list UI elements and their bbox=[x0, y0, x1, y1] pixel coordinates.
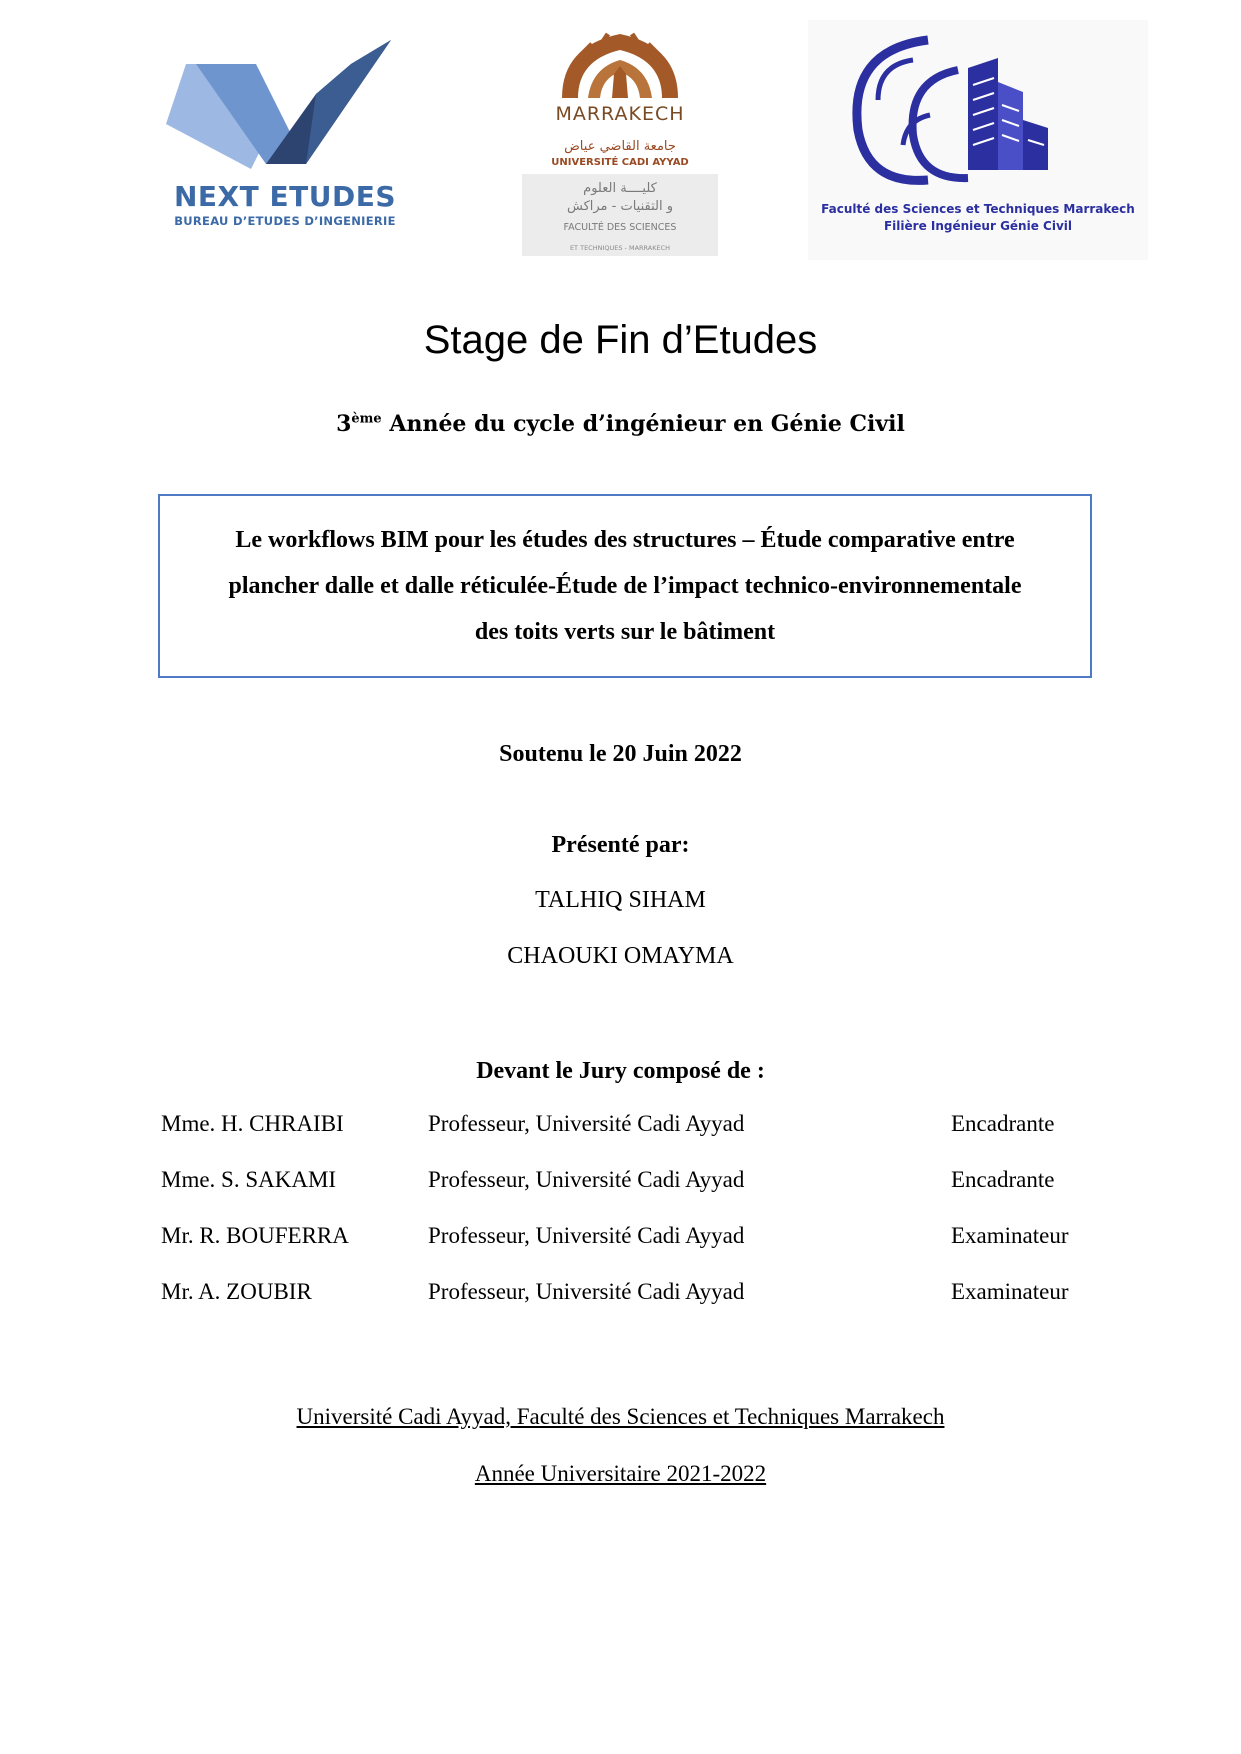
fst-faculty-name: Faculté des Sciences et Techniques Marrakech bbox=[821, 202, 1135, 216]
program-name: Année du cycle d’ingénieur en Génie Civil bbox=[381, 411, 905, 437]
jury-member-name: Mr. R. BOUFERRA bbox=[161, 1223, 349, 1248]
uca-university-name: UNIVERSITÉ CADI AYYAD bbox=[551, 157, 689, 168]
uca-faculty-line2: ET TECHNIQUES - MARRAKECH bbox=[569, 244, 671, 252]
jury-member-role: Examinateur bbox=[951, 1279, 1069, 1304]
jury-member-title: Professeur, Université Cadi Ayyad bbox=[428, 1223, 745, 1248]
footer-institution: Université Cadi Ayyad, Faculté des Sciences et Techniques Marrakech bbox=[296, 1404, 945, 1429]
next-etudes-emblem-icon bbox=[156, 34, 416, 184]
jury-row bbox=[0, 1279, 1241, 1313]
next-etudes-subtitle: BUREAU D’ETUDES D’INGENIERIE bbox=[174, 214, 396, 228]
uca-faculty-arabic-line1: كليــــة العلوم bbox=[583, 181, 657, 196]
palm-emblem-icon bbox=[522, 26, 718, 106]
jury-row bbox=[0, 1223, 1241, 1257]
jury-member-name: Mr. A. ZOUBIR bbox=[161, 1279, 312, 1304]
jury-member-title: Professeur, Université Cadi Ayyad bbox=[428, 1279, 745, 1304]
uca-faculty-arabic-line2: و التقنيات - مراكش bbox=[567, 199, 673, 214]
page-title: Stage de Fin d’Etudes bbox=[423, 318, 818, 362]
uca-faculty-arabic bbox=[522, 180, 718, 216]
year-number: 3 bbox=[336, 411, 352, 437]
uca-arabic-name: جامعة القاضي عياض bbox=[564, 139, 676, 154]
fst-building-emblem-icon bbox=[808, 20, 1148, 200]
uca-city: MARRAKECH bbox=[555, 103, 685, 125]
jury-row bbox=[0, 1111, 1241, 1145]
uca-faculty-box bbox=[522, 174, 718, 256]
jury-member-name: Mme. H. CHRAIBI bbox=[161, 1111, 344, 1136]
jury-member-title: Professeur, Université Cadi Ayyad bbox=[428, 1167, 745, 1192]
jury-member-title: Professeur, Université Cadi Ayyad bbox=[428, 1111, 745, 1136]
next-etudes-name: NEXT ETUDES bbox=[174, 180, 396, 213]
topic-box bbox=[158, 494, 1092, 678]
jury-member-role: Encadrante bbox=[951, 1167, 1055, 1192]
footer-academic-year: Année Universitaire 2021-2022 bbox=[474, 1461, 767, 1486]
presented-by-label: Présenté par: bbox=[551, 832, 690, 858]
jury-member-name: Mme. S. SAKAMI bbox=[161, 1167, 337, 1192]
student-name: TALHIQ SIHAM bbox=[535, 887, 706, 913]
jury-row bbox=[0, 1167, 1241, 1201]
year-ordinal: ème bbox=[351, 411, 382, 427]
topic-line-2: plancher dalle et dalle réticulée-Étude de l’impact technico-environnementale bbox=[228, 573, 1022, 599]
topic-text bbox=[174, 517, 1076, 655]
program-subtitle bbox=[0, 411, 1241, 437]
next-etudes-logo bbox=[150, 28, 420, 228]
uca-faculty-line1: FACULTÉ DES SCIENCES bbox=[563, 222, 677, 233]
jury-member-role: Encadrante bbox=[951, 1111, 1055, 1136]
topic-line-3: des toits verts sur le bâtiment bbox=[474, 619, 776, 645]
uca-logo bbox=[522, 26, 718, 256]
student-name: CHAOUKI OMAYMA bbox=[507, 943, 734, 969]
jury-member-role: Examinateur bbox=[951, 1223, 1069, 1248]
defense-date: Soutenu le 20 Juin 2022 bbox=[499, 741, 742, 767]
fst-logo bbox=[808, 20, 1148, 260]
jury-title: Devant le Jury composé de : bbox=[476, 1058, 765, 1084]
topic-line-1: Le workflows BIM pour les études des structures – Étude comparative entre bbox=[235, 527, 1015, 553]
fst-program-name: Filière Ingénieur Génie Civil bbox=[883, 219, 1072, 233]
